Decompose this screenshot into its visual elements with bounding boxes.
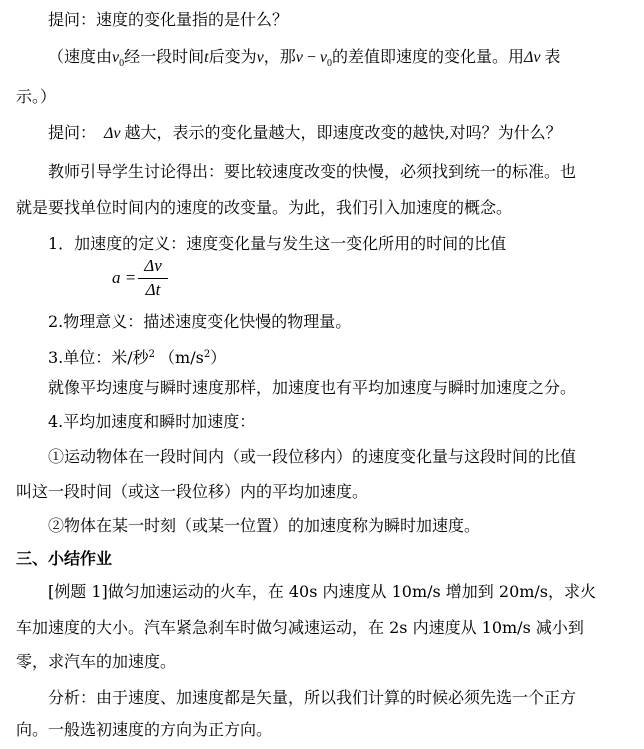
example-line-2: 车加速度的大小。汽车紧急刹车时做匀减速运动，在 2s 内速度从 10m/s 减小到 (16, 618, 584, 637)
teacher-guide-line-2: 就是要找单位时间内的速度的改变量。为此，我们引入加速度的概念。 (16, 198, 513, 217)
delta-v: Δv (104, 125, 121, 142)
var-v0: v (112, 49, 120, 66)
formula-denominator: Δt (145, 280, 161, 299)
teacher-guide-line-1: 教师引导学生讨论得出：要比较速度改变的快慢，必须找到统一的标准。也 (48, 162, 577, 181)
acceleration-formula (112, 254, 192, 302)
definition-4: 4.平均加速度和瞬时加速度： (48, 412, 256, 431)
question-delta-v (48, 121, 562, 145)
superscript-2: 2 (203, 349, 211, 360)
var-v: v (256, 49, 264, 66)
circle-1-line-1: ①运动物体在一段时间内（或一段位移内）的速度变化量与这段时间的比值 (48, 447, 577, 466)
definition-3 (48, 343, 226, 367)
superscript-2: 2 (148, 349, 156, 360)
explanation-text: 的差值即速度的变化量。用 (331, 47, 524, 66)
formula-lhs: a = (112, 268, 137, 287)
section-heading: 三、小结作业 (16, 549, 113, 568)
explanation-text: 经一段时间 (124, 47, 205, 66)
delta-v: Δv (524, 49, 541, 66)
example-line-1: [例题 1]做匀加速运动的火车，在 40s 内速度从 10m/s 增加到 20m/s，求火 (48, 582, 597, 601)
formula-numerator: Δv (144, 256, 162, 275)
var-t: t (204, 49, 209, 66)
definition-1: 1．加速度的定义：速度变化量与发生这一变化所用的时间的比值 (48, 234, 507, 253)
expr-v: v (295, 49, 303, 66)
unit-text: ） (210, 348, 227, 367)
minus-sign: − (302, 49, 320, 66)
average-instant-intro: 就像平均速度与瞬时速度那样，加速度也有平均加速度与瞬时加速度之分。 (48, 378, 577, 397)
unit-text: （m/s (159, 348, 204, 367)
analysis-line-1: 分析：由于速度、加速度都是矢量，所以我们计算的时候必须先选一个正方 (48, 688, 577, 707)
explanation-text: 表 (544, 47, 561, 66)
explanation-text: （速度由 (48, 47, 113, 66)
question-change-amount: 提问：速度的变化量指的是什么？ (48, 10, 289, 29)
explanation-line-1 (48, 45, 561, 69)
question-text: 越大，表示的变化量越大，即速度改变的越快,对吗？为什么？ (124, 123, 562, 142)
circle-2: ②物体在某一时刻（或某一位置）的加速度称为瞬时加速度。 (48, 516, 481, 535)
question-label: 提问： (48, 123, 97, 142)
explanation-text: ，那 (263, 47, 296, 66)
subscript-0: 0 (119, 58, 125, 69)
expr-v0: v (319, 49, 327, 66)
definition-2: 2.物理意义：描述速度变化快慢的物理量。 (48, 312, 352, 331)
circle-1-line-2: 叫这一段时间（或这一段位移）内的平均加速度。 (16, 482, 369, 501)
analysis-line-2: 向。一般选初速度的方向为正方向。 (16, 720, 273, 739)
explanation-text: 后变为 (208, 47, 257, 66)
unit-text: 3.单位：米/秒 (48, 348, 149, 367)
fraction-bar (138, 278, 168, 279)
explanation-line-2: 示。） (16, 87, 57, 106)
example-line-3: 零，求汽车的加速度。 (16, 652, 177, 671)
subscript-0: 0 (326, 58, 332, 69)
